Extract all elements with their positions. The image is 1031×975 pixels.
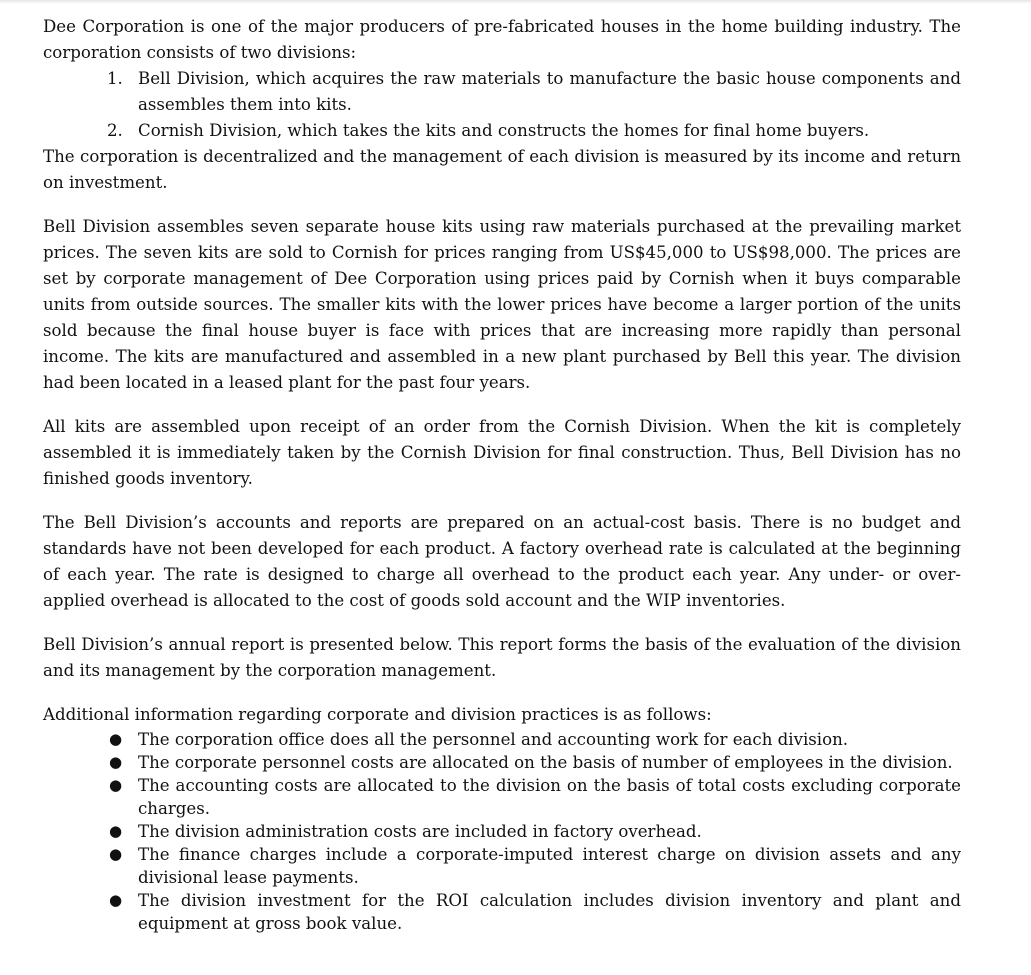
bullet-icon: ●: [109, 776, 123, 794]
list-item: [43, 728, 961, 751]
paragraph-spacer: [43, 684, 961, 702]
paragraph-spacer: [43, 614, 961, 632]
accounts-paragraph: The Bell Division’s accounts and reports are prepared on an actual-cost basis. There is no budget and standards have not been developed for each product. A factory overhead rate is calculated at the beginning of each year. The rate is designed to charge all overhead to the product each year. Any under- or over- applied overhead is allocated to the cost of goods sold account and the WIP inventories.: [43, 513, 961, 610]
list-item-text: The division investment for the ROI calculation includes division inventory and plant and equipment at gross book value.: [138, 891, 961, 933]
list-item-text: The accounting costs are allocated to the division on the basis of total costs excluding corporate charges.: [138, 776, 961, 818]
bullet-icon: ●: [109, 891, 123, 909]
bullet-icon: ●: [109, 753, 123, 771]
division-text: Bell Division, which acquires the raw materials to manufacture the basic house components and assembles them into kits.: [138, 69, 961, 114]
division-item-cornish: [43, 118, 961, 144]
bullet-icon: ●: [109, 730, 123, 748]
list-item-text: The corporate personnel costs are allocated on the basis of number of employees in the division.: [138, 753, 953, 772]
paragraph-spacer: [43, 196, 961, 214]
document-page: [43, 14, 961, 935]
kits-paragraph: All kits are assembled upon receipt of an order from the Cornish Division. When the kit is completely assembled it is immediately taken by the Cornish Division for final construction. Thus, Bell Division has no finished goods inventory.: [43, 417, 961, 488]
list-item: [43, 889, 961, 935]
list-item: [43, 820, 961, 843]
list-number: 1.: [107, 69, 123, 88]
list-item: [43, 774, 961, 820]
list-item: [43, 751, 961, 774]
paragraph-spacer: [43, 492, 961, 510]
additional-info-heading: Additional information regarding corporate and division practices is as follows:: [43, 705, 712, 724]
list-number: 2.: [107, 121, 123, 140]
list-item-text: The division administration costs are included in factory overhead.: [138, 822, 702, 841]
decentralized-paragraph: The corporation is decentralized and the management of each division is measured by its income and return on investment.: [43, 147, 961, 192]
paragraph-spacer: [43, 396, 961, 414]
list-item-text: The corporation office does all the personnel and accounting work for each division.: [138, 730, 849, 749]
annual-report-paragraph: Bell Division’s annual report is presented below. This report forms the basis of the evaluation of the division and its management by the corporation management.: [43, 635, 961, 680]
division-item-bell: [43, 66, 961, 118]
intro-paragraph: Dee Corporation is one of the major producers of pre-fabricated houses in the home building industry. The corporation consists of two divisions:: [43, 17, 961, 62]
bullet-icon: ●: [109, 845, 123, 863]
division-text: Cornish Division, which takes the kits and constructs the homes for final home buyers.: [138, 121, 870, 140]
practices-list: [43, 728, 961, 935]
bell-division-paragraph: Bell Division assembles seven separate house kits using raw materials purchased at the prevailing market prices. The seven kits are sold to Cornish for prices ranging from US$45,000 to US$98,000. The prices are set by corporate management of Dee Corporation using prices paid by Cornish when it buys comparable units from outside sources. The smaller kits with the lower prices have become a larger portion of the units sold because the final house buyer is face with prices that are increasing more rapidly than personal income. The kits are manufactured and assembled in a new plant purchased by Bell this year. The division had been located in a leased plant for the past four years.: [43, 217, 961, 392]
bullet-icon: ●: [109, 822, 123, 840]
list-item: [43, 843, 961, 889]
page-top-edge: [0, 0, 1031, 4]
divisions-list: [43, 66, 961, 144]
list-item-text: The finance charges include a corporate-imputed interest charge on division assets and any divisional lease payments.: [138, 845, 961, 887]
